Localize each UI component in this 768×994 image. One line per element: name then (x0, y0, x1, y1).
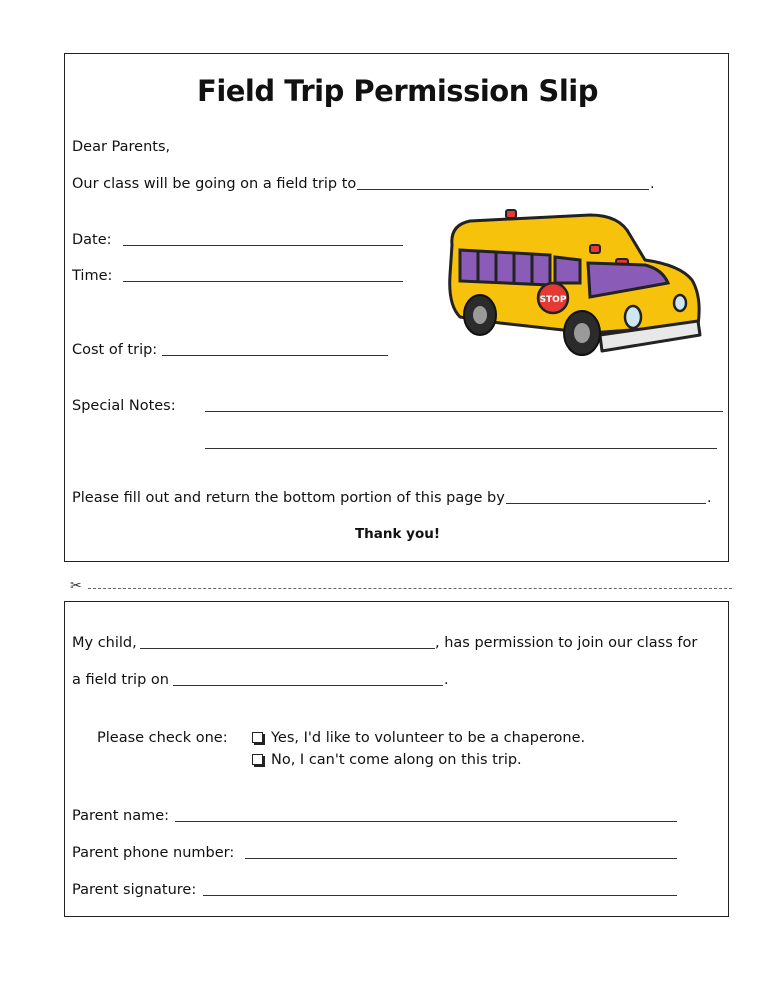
parent-signature-label: Parent signature: (72, 882, 197, 898)
return-period: . (707, 490, 712, 506)
child-name-blank[interactable] (140, 648, 435, 649)
date-label: Date: (72, 232, 112, 248)
option-yes: Yes, I'd like to volunteer to be a chaperone. (271, 730, 586, 746)
cost-label: Cost of trip: (72, 342, 158, 358)
child-prefix: My child, (72, 635, 137, 651)
parent-phone-label: Parent phone number: (72, 845, 235, 861)
notes-label: Special Notes: (72, 398, 176, 414)
parent-name-label: Parent name: (72, 808, 170, 824)
page-title: Field Trip Permission Slip (197, 74, 598, 108)
thank-you: Thank you! (354, 526, 441, 542)
decline-checkbox[interactable] (252, 754, 263, 765)
parent-signature-blank[interactable] (203, 895, 677, 896)
return-date-blank[interactable] (506, 503, 706, 504)
intro-text: Our class will be going on a field trip to (72, 176, 357, 192)
stop-sign-text: STOP (539, 295, 567, 305)
cost-blank[interactable] (162, 355, 388, 356)
option-no: No, I can't come along on this trip. (271, 752, 522, 768)
greeting: Dear Parents, (72, 139, 171, 155)
parent-name-blank[interactable] (175, 821, 677, 822)
check-label: Please check one: (97, 730, 228, 746)
return-form (64, 601, 729, 917)
return-instructions: Please fill out and return the bottom portion of this page by (72, 490, 505, 506)
date-blank[interactable] (123, 245, 403, 246)
intro-period: . (650, 176, 655, 192)
trip-date-blank[interactable] (173, 685, 443, 686)
scissors-icon: ✂ (70, 578, 82, 594)
school-bus-icon (440, 205, 705, 375)
time-blank[interactable] (123, 281, 403, 282)
time-label: Time: (72, 268, 113, 284)
destination-blank[interactable] (357, 189, 649, 190)
parent-phone-blank[interactable] (245, 858, 677, 859)
notes-blank-1[interactable] (205, 411, 723, 412)
cut-line (88, 588, 732, 589)
trip-period: . (444, 672, 449, 688)
child-suffix: , has permission to join our class for (435, 635, 698, 651)
notes-blank-2[interactable] (205, 448, 717, 449)
trip-prefix: a field trip on (72, 672, 169, 688)
chaperone-checkbox[interactable] (252, 732, 263, 743)
